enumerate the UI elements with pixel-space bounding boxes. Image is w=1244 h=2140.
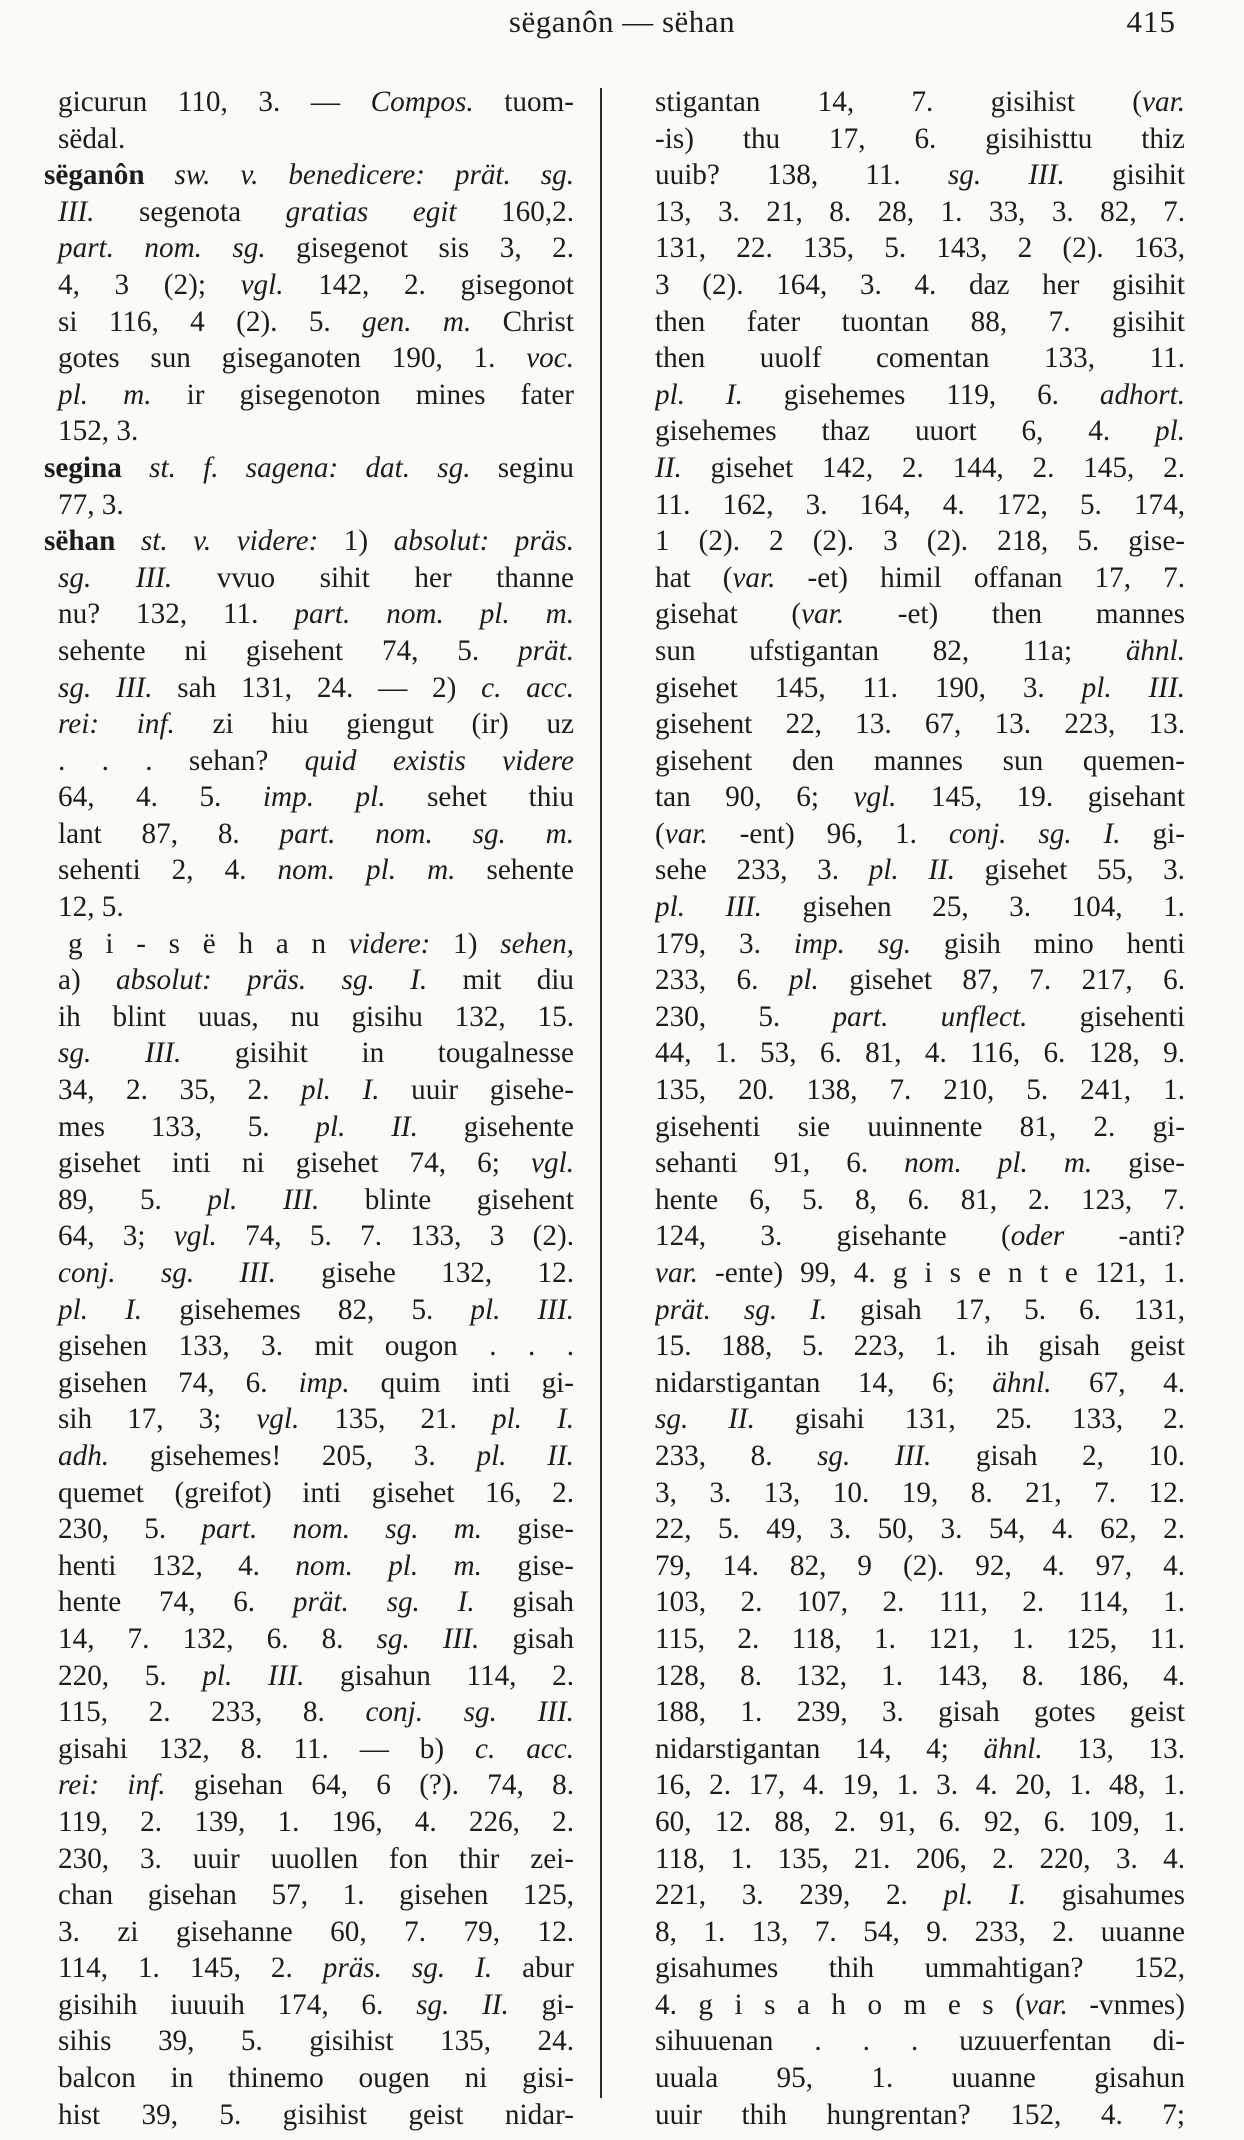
right-line: uuib? 138, 11. sg. III. gisihit [655,159,1185,192]
running-title: sëganôn — sëhan [508,4,736,39]
page-number: 415 [1126,4,1176,39]
right-line: 115, 2. 118, 1. 121, 1. 125, 11. [655,1622,1185,1655]
right-line: sihuuenan . . . uzuuerfentan di- [655,2025,1185,2058]
right-line: tan 90, 6; vgl. 145, 19. gisehant [655,781,1185,814]
left-line: 115, 2. 233, 8. conj. sg. III. [58,1696,574,1729]
left-line: a) absolut: präs. sg. I. mit diu [58,964,574,997]
right-line: 3 (2). 164, 3. 4. daz her gisihit [655,268,1185,301]
left-line: 12, 5. [58,891,124,924]
left-line: 77, 3. [58,488,124,521]
left-line: nu? 132, 11. part. nom. pl. m. [58,598,574,631]
right-line: 118, 1. 135, 21. 206, 2. 220, 3. 4. [655,1842,1185,1875]
right-line: uuir thih hungrentan? 152, 4. 7; [655,2098,1185,2131]
column-divider [600,88,602,2098]
right-line: gisehet 145, 11. 190, 3. pl. III. [655,671,1185,704]
left-line: 114, 1. 145, 2. präs. sg. I. abur [58,1952,574,1985]
left-line: segina st. f. sagena: dat. sg. seginu [44,451,574,484]
right-line: 4. g i s a h o m e s (var. -vnmes) [655,1988,1185,2021]
left-line: hente 74, 6. prät. sg. I. gisah [58,1586,574,1619]
left-line: 14, 7. 132, 6. 8. sg. III. gisah [58,1622,574,1655]
left-line: gisahi 132, 8. 11. — b) c. acc. [58,1732,574,1765]
left-line: pl. m. ir gisegenoton mines fater [58,378,574,411]
left-line: 64, 3; vgl. 74, 5. 7. 133, 3 (2). [58,1220,574,1253]
headword: sëhan [44,525,116,558]
left-line: pl. I. gisehemes 82, 5. pl. III. [58,1293,574,1326]
left-line: sih 17, 3; vgl. 135, 21. pl. I. [58,1403,574,1436]
left-line: gicurun 110, 3. — Compos. tuom- [58,86,574,118]
left-line: 4, 3 (2); vgl. 142, 2. gisegonot [58,268,574,301]
right-line: gisehat (var. -et) then mannes [655,598,1185,631]
right-line: gisehent den mannes sun quemen- [655,744,1185,777]
left-line: gotes sun giseganoten 190, 1. voc. [58,342,574,375]
right-line: 11. 162, 3. 164, 4. 172, 5. 174, [655,488,1185,521]
right-line: 16, 2. 17, 4. 19, 1. 3. 4. 20, 1. 48, 1. [655,1769,1185,1802]
left-line: ih blint uuas, nu gisihu 132, 15. [58,1000,574,1033]
right-line: hente 6, 5. 8, 6. 81, 2. 123, 7. [655,1183,1185,1216]
left-line: rei: inf. zi hiu giengut (ir) uz [58,708,574,741]
right-line: 128, 8. 132, 1. 143, 8. 186, 4. [655,1659,1185,1692]
left-line: 220, 5. pl. III. gisahun 114, 2. [58,1659,574,1692]
left-line: conj. sg. III. gisehe 132, 12. [58,1257,574,1289]
right-line: hat (var. -et) himil offanan 17, 7. [655,561,1185,594]
left-line: gisehet inti ni gisehet 74, 6; vgl. [58,1147,574,1180]
right-line: gisehent 22, 13. 67, 13. 223, 13. [655,708,1185,741]
left-line: III. segenota gratias egit 160,2. [58,195,574,228]
left-line: 230, 5. part. nom. sg. m. gise- [58,1513,574,1546]
right-line: -is) thu 17, 6. gisihisttu thiz [655,122,1185,155]
right-line: gisehemes thaz uuort 6, 4. pl. [655,415,1185,448]
left-line: 152, 3. [58,415,139,448]
left-line: sëganôn sw. v. benedicere: prät. sg. [44,159,574,192]
right-line: nidarstigantan 14, 6; ähnl. 67, 4. [655,1366,1185,1399]
right-line: pl. III. gisehen 25, 3. 104, 1. [655,891,1185,924]
right-line: sun ufstigantan 82, 11a; ähnl. [655,634,1185,667]
left-line: 64, 4. 5. imp. pl. sehet thiu [58,781,574,814]
right-line: 79, 14. 82, 9 (2). 92, 4. 97, 4. [655,1549,1185,1582]
right-line: 22, 5. 49, 3. 50, 3. 54, 4. 62, 2. [655,1513,1185,1546]
right-line: 179, 3. imp. sg. gisih mino henti [655,927,1185,960]
left-line: adh. gisehemes! 205, 3. pl. II. [58,1439,574,1472]
left-line: rei: inf. gisehan 64, 6 (?). 74, 8. [58,1769,574,1802]
right-line: sg. II. gisahi 131, 25. 133, 2. [655,1403,1185,1436]
left-line: hist 39, 5. gisihist geist nidar- [58,2098,574,2131]
right-line: 233, 6. pl. gisehet 87, 7. 217, 6. [655,964,1185,997]
right-line: 188, 1. 239, 3. gisah gotes geist [655,1696,1185,1729]
left-line: 89, 5. pl. III. blinte gisehent [58,1183,574,1216]
left-line: gisehen 133, 3. mit ougon . . . [58,1330,574,1363]
right-line: 15. 188, 5. 223, 1. ih gisah geist [655,1330,1185,1363]
right-line: pl. I. gisehemes 119, 6. adhort. [655,378,1185,411]
right-line: prät. sg. I. gisah 17, 5. 6. 131, [655,1293,1185,1326]
left-line: . . . sehan? quid existis videre [58,744,574,777]
right-line: gisahumes thih ummahtigan? 152, [655,1952,1185,1985]
right-line: 3, 3. 13, 10. 19, 8. 21, 7. 12. [655,1476,1185,1509]
right-line: 1 (2). 2 (2). 3 (2). 218, 5. gise- [655,525,1185,558]
left-line: balcon in thinemo ougen ni gisi- [58,2062,574,2095]
right-line: (var. -ent) 96, 1. conj. sg. I. gi- [655,817,1185,850]
right-line: 44, 1. 53, 6. 81, 4. 116, 6. 128, 9. [655,1037,1185,1070]
left-line: sëdal. [58,122,126,155]
right-line: 221, 3. 239, 2. pl. I. gisahumes [655,1879,1185,1912]
right-line: 135, 20. 138, 7. 210, 5. 241, 1. [655,1074,1185,1107]
left-line: sihis 39, 5. gisihist 135, 24. [58,2025,574,2058]
left-line: mes 133, 5. pl. II. gisehente [58,1110,574,1143]
right-line: 60, 12. 88, 2. 91, 6. 92, 6. 109, 1. [655,1805,1185,1838]
headword: segina [44,451,122,484]
right-line: sehanti 91, 6. nom. pl. m. gise- [655,1147,1185,1180]
left-line: g i - s ë h a n videre: 1) sehen, [68,927,574,960]
right-line: 230, 5. part. unflect. gisehenti [655,1000,1185,1033]
left-line: part. nom. sg. gisegenot sis 3, 2. [58,232,574,265]
left-line: sëhan st. v. videre: 1) absolut: präs. [44,525,574,558]
left-line: quemet (greifot) inti gisehet 16, 2. [58,1476,574,1509]
right-line: 13, 3. 21, 8. 28, 1. 33, 3. 82, 7. [655,195,1185,228]
right-line: stigantan 14, 7. gisihist (var. [655,86,1185,118]
left-line: lant 87, 8. part. nom. sg. m. [58,817,574,850]
left-line: 119, 2. 139, 1. 196, 4. 226, 2. [58,1805,574,1838]
right-line: 131, 22. 135, 5. 143, 2 (2). 163, [655,232,1185,265]
right-line: 103, 2. 107, 2. 111, 2. 114, 1. [655,1586,1185,1619]
right-line: then fater tuontan 88, 7. gisihit [655,305,1185,338]
left-line: gisehen 74, 6. imp. quim inti gi- [58,1366,574,1399]
left-line: 3. zi gisehanne 60, 7. 79, 12. [58,1915,574,1948]
left-line: chan gisehan 57, 1. gisehen 125, [58,1879,574,1912]
right-line: sehe 233, 3. pl. II. gisehet 55, 3. [655,854,1185,887]
right-line: var. -ente) 99, 4. g i s e n t e 121, 1. [655,1257,1185,1289]
left-column [44,84,574,2133]
right-line: II. gisehet 142, 2. 144, 2. 145, 2. [655,451,1185,484]
right-line: gisehenti sie uuinnente 81, 2. gi- [655,1110,1185,1143]
headword: sëganôn [44,159,145,192]
left-line: henti 132, 4. nom. pl. m. gise- [58,1549,574,1582]
right-line: then uuolf comentan 133, 11. [655,342,1185,375]
left-line: sg. III. vvuo sihit her thanne [58,561,574,594]
left-line: sg. III. gisihit in tougalnesse [58,1037,574,1070]
right-column [655,84,1185,2133]
left-line: si 116, 4 (2). 5. gen. m. Christ [58,305,574,338]
left-line: sg. III. sah 131, 24. — 2) c. acc. [58,671,574,704]
left-line: gisihih iuuuih 174, 6. sg. II. gi- [58,1988,574,2021]
page-header [0,4,1244,44]
right-line: nidarstigantan 14, 4; ähnl. 13, 13. [655,1732,1185,1765]
left-line: sehente ni gisehent 74, 5. prät. [58,634,574,667]
left-line: 230, 3. uuir uuollen fon thir zei- [58,1842,574,1875]
right-line: 124, 3. gisehante (oder -anti? [655,1220,1185,1253]
right-line: 233, 8. sg. III. gisah 2, 10. [655,1439,1185,1472]
right-line: 8, 1. 13, 7. 54, 9. 233, 2. uuanne [655,1915,1185,1948]
right-line: uuala 95, 1. uuanne gisahun [655,2062,1185,2095]
left-line: 34, 2. 35, 2. pl. I. uuir gisehe- [58,1074,574,1107]
left-line: sehenti 2, 4. nom. pl. m. sehente [58,854,574,887]
